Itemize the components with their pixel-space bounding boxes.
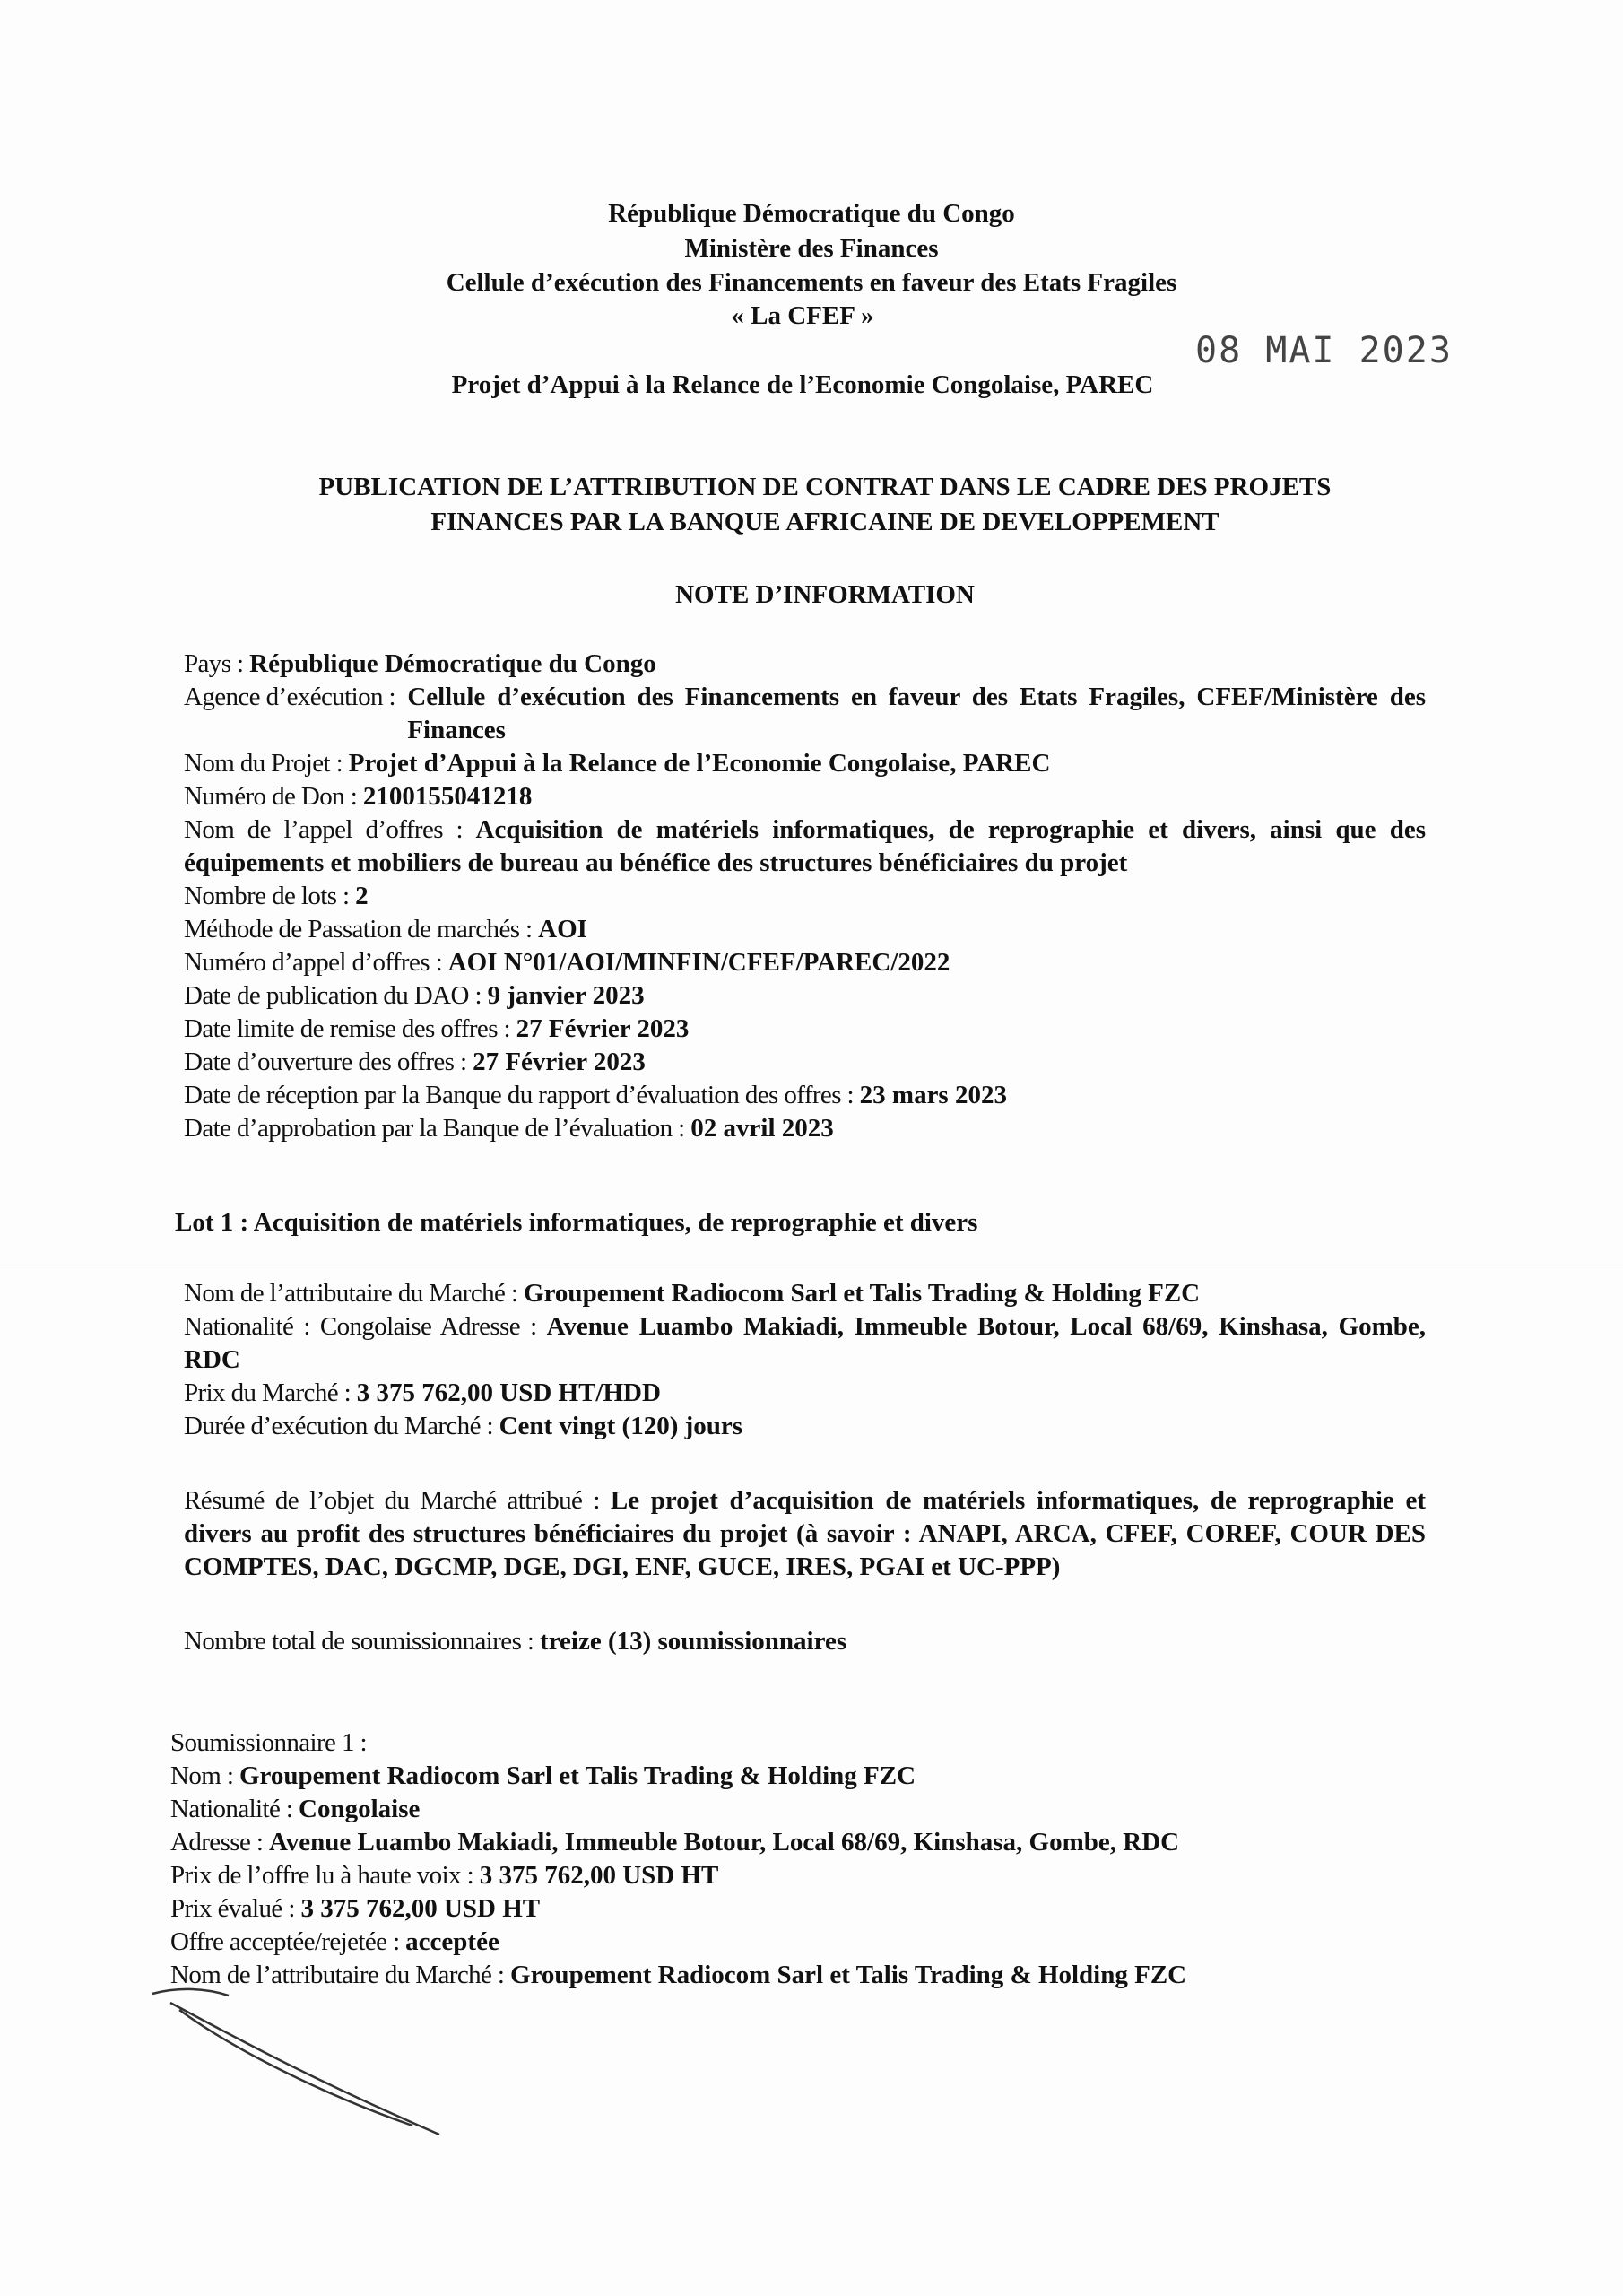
info-report-date: Date de réception par la Banque du rapport d’évaluation des offres : 23 mars 2023 [184,1081,1007,1109]
info-tender-name: Nom de l’appel d’offres : Acquisition de matériels informatiques, de reprographie et divers, ainsi que des équipements et mobiliers de bureau au bénéfice des structures bénéficiaires du projet [184,815,1426,877]
info-project: Nom du Projet : Projet d’Appui à la Relance de l’Economie Congolaise, PAREC [184,749,1051,778]
lot1-summary: Résumé de l’objet du Marché attribué : Le projet d’acquisition de matériels informatiques, de reprographie et divers au profit des structures bénéficiaires du projet (à savoir : ANAPI, ARCA, CFEF, COREF, COUR DES COMPTES, DAC, DGCMP, DGE, DGI, ENF, GUCE, IRES, PGAI et UC-PPP) [184,1486,1426,1581]
info-approval-date: Date d’approbation par la Banque de l’évaluation : 02 avril 2023 [184,1114,834,1143]
header-ministry: Ministère des Finances [684,234,939,263]
info-method: Méthode de Passation de marchés : AOI [184,915,587,944]
info-country: Pays : République Démocratique du Congo [184,649,656,678]
signature-mark [143,1978,466,2148]
header-unit: Cellule d’exécution des Financements en faveur des Etats Fragiles [446,268,1177,297]
bidder1-status: Offre acceptée/rejetée : acceptée [170,1927,499,1956]
bidder1-heading: Soumissionnaire 1 : [170,1728,367,1757]
lot1-block [184,1277,1426,1658]
info-deadline: Date limite de remise des offres : 27 Février 2023 [184,1014,690,1043]
bidder1-read-price: Prix de l’offre lu à haute voix : 3 375 762,00 USD HT [170,1861,719,1890]
lot1-awardee: Nom de l’attributaire du Marché : Groupement Radiocom Sarl et Talis Trading & Holding FZC [184,1279,1201,1308]
lot1-heading: Lot 1 : Acquisition de matériels informatiques, de reprographie et divers [175,1208,978,1237]
date-stamp: 08 MAI 2023 [1195,330,1453,371]
lot1-duration: Durée d’exécution du Marché : Cent vingt (120) jours [184,1412,743,1440]
bidder1-evaluated-price: Prix évalué : 3 375 762,00 USD HT [170,1894,541,1923]
bidder1-block [170,1726,1412,1992]
info-dao-date: Date de publication du DAO : 9 janvier 2023 [184,981,645,1010]
bidder1-nationality: Nationalité : Congolaise [170,1795,421,1823]
bidder1-name: Nom : Groupement Radiocom Sarl et Talis Trading & Holding FZC [170,1761,916,1790]
title-line-1: PUBLICATION DE L’ATTRIBUTION DE CONTRAT DANS LE CADRE DES PROJETS [318,473,1332,501]
header-cfef: « La CFEF » [731,301,874,330]
bidder1-awardee: Nom de l’attributaire du Marché : Groupement Radiocom Sarl et Talis Trading & Holding FZC [170,1961,1187,1989]
info-tender-number: Numéro d’appel d’offres : AOI N°01/AOI/MINFIN/CFEF/PAREC/2022 [184,948,950,977]
info-block [184,648,1426,1145]
lot1-bidders: Nombre total de soumissionnaires : treize (13) soumissionnaires [184,1627,847,1656]
info-opening-date: Date d’ouverture des offres : 27 Février 2023 [184,1048,646,1076]
lot1-price: Prix du Marché : 3 375 762,00 USD HT/HDD [184,1378,661,1407]
header-project: Projet d’Appui à la Relance de l’Economie Congolaise, PAREC [451,370,1154,399]
lot1-address: Nationalité : Congolaise Adresse : Avenue Luambo Makiadi, Immeuble Botour, Local 68/69, Kinshasa, Gombe, RDC [184,1312,1426,1374]
header-country: République Démocratique du Congo [608,199,1015,228]
info-agency: Agence d’exécution : Cellule d’exécution des Financements en faveur des Etats Fragiles, CFEF/Ministère des Finances [184,683,1426,744]
info-lots: Nombre de lots : 2 [184,882,369,910]
info-grant-number: Numéro de Don : 2100155041218 [184,782,533,811]
subtitle: NOTE D’INFORMATION [675,580,975,609]
title-line-2: FINANCES PAR LA BANQUE AFRICAINE DE DEVELOPPEMENT [430,508,1219,536]
bidder1-address: Adresse : Avenue Luambo Makiadi, Immeuble Botour, Local 68/69, Kinshasa, Gombe, RDC [170,1828,1180,1857]
